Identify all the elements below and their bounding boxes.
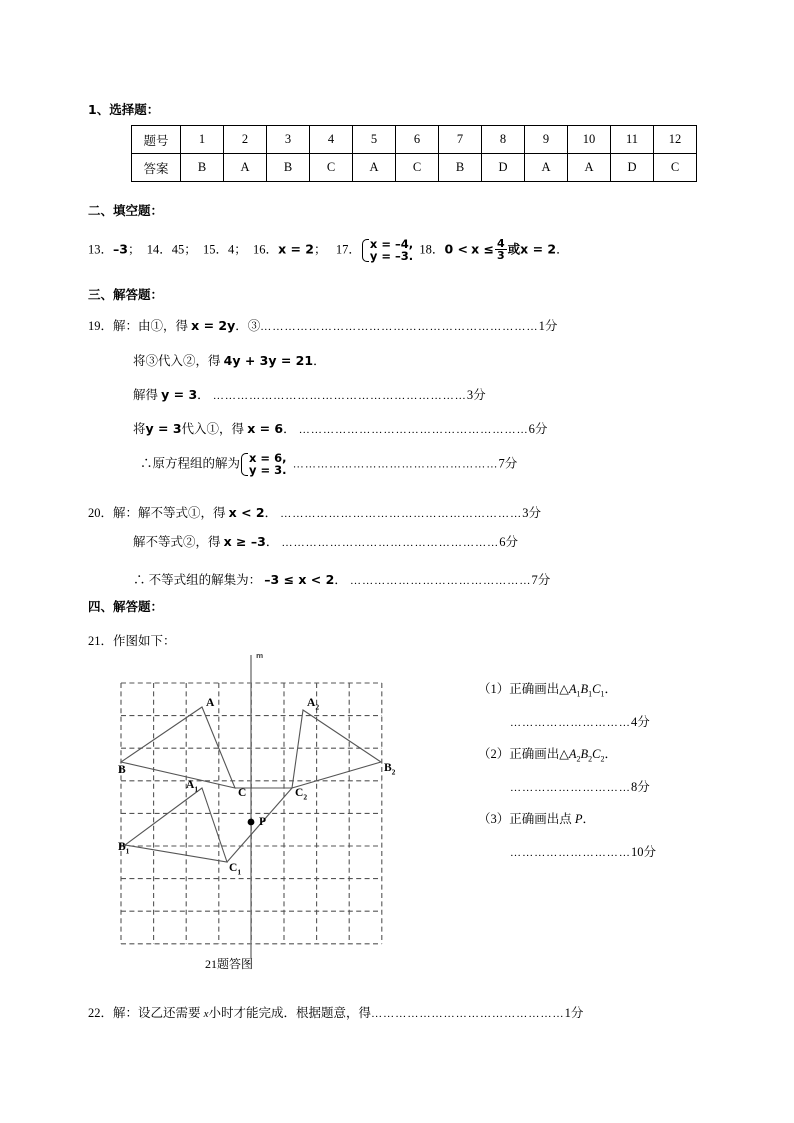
q21-note-2-a-sub: 2 <box>576 754 581 764</box>
q20-line-2 <box>133 532 518 550</box>
answer-table <box>131 125 697 182</box>
table-cell-number: 1 <box>181 126 224 154</box>
q15-number: 15． <box>203 242 229 257</box>
q21-score-3-leader: ………………………… <box>510 847 631 859</box>
q19-l4-mid: 代入①，得 <box>181 422 245 436</box>
table-cell-answer: D <box>611 154 654 182</box>
q20-number: 20． <box>88 506 114 520</box>
q22-score: 1分 <box>564 1006 584 1020</box>
q19-l3-score: 3分 <box>466 388 486 402</box>
q19-l4-prefix: 将 <box>133 422 146 436</box>
figure-caption: 21题答图 <box>205 957 254 971</box>
q17-eq2: y = –3. <box>369 249 414 264</box>
table-row-numbers <box>132 126 697 154</box>
axis-label-m: m <box>256 652 264 660</box>
q19-l5-text: ∴原方程组的解为 <box>140 456 241 471</box>
q22-number: 22． <box>88 1006 114 1020</box>
q21-note-1-text: （1）正确画出△ <box>478 682 569 696</box>
table-cell-number: 5 <box>353 126 396 154</box>
q19-l1-suffix: ．③ <box>235 319 261 333</box>
q21-note-2-tail: ． <box>604 747 618 761</box>
q19-l4-score: 6分 <box>528 422 548 436</box>
q19-solution-y: y = 3. <box>249 463 287 478</box>
figure-label-a1: $A_1$ <box>186 779 199 794</box>
table-cell-number: 7 <box>439 126 482 154</box>
table-cell-number: 10 <box>568 126 611 154</box>
table-cell-answer: C <box>310 154 353 182</box>
q20-l2-text: 解不等式②，得 <box>133 535 221 549</box>
q16-separator: ； <box>314 242 327 257</box>
q18-or: 或 <box>507 241 521 257</box>
q13-value: –3 <box>113 241 128 257</box>
q19-l5-score: 7分 <box>498 456 518 471</box>
q20-l3-suffix: ． <box>334 573 347 587</box>
figure-label-a: A <box>206 697 215 709</box>
q17-system <box>361 238 413 263</box>
q20-l3-leader: ……………………………………… <box>349 575 532 587</box>
q21-note-1-c: C <box>592 682 601 696</box>
q20-l1-leader: …………………………………………………… <box>280 508 523 520</box>
q18-period: ． <box>556 242 569 257</box>
q19-line-5 <box>140 452 517 477</box>
q20-l1-inequality: x < 2 <box>228 505 265 520</box>
section-heading-solutions-2: 四、解答题： <box>88 599 164 614</box>
q20-line-3 <box>133 570 550 588</box>
q15-value: 4 <box>228 242 235 257</box>
q20-l3-score: 7分 <box>531 573 551 587</box>
q19-l4-equation-2: x = 6 <box>247 421 284 436</box>
q21-note-2-text: （2）正确画出△ <box>478 747 569 761</box>
q20-l2-leader: ……………………………………………… <box>281 537 500 549</box>
q21-note-3 <box>478 809 595 827</box>
table-cell-answer: B <box>181 154 224 182</box>
q19-l2-suffix: ． <box>313 354 326 368</box>
q19-solution-x: x = 6, <box>249 451 287 465</box>
q21-note-3-tail: ． <box>582 812 596 826</box>
table-cell-number: 11 <box>611 126 654 154</box>
q21-note-1-tail: ． <box>604 682 618 696</box>
q19-l5-leader: …………………………………………… <box>292 458 499 471</box>
q18-alt: x = 2 <box>520 241 557 257</box>
table-cell-number: 12 <box>654 126 697 154</box>
table-cell-answer: A <box>224 154 267 182</box>
q17-eq1: x = –4, <box>369 237 414 251</box>
q21-note-2-c-sub: 2 <box>600 754 605 764</box>
q21-note-2-b: B <box>580 747 589 761</box>
table-cell-number: 3 <box>267 126 310 154</box>
figure-label-b2: $B_2$ <box>384 762 396 777</box>
q16-value: x = 2 <box>278 241 314 257</box>
figure-label-a2: $A_2$ <box>307 697 320 712</box>
q14-separator: ； <box>184 242 197 257</box>
q19-line-2 <box>133 351 326 369</box>
q22-text-mid: 小时才能完成．根据题意，得 <box>208 1006 372 1020</box>
q21-note-1 <box>478 679 617 699</box>
q13-separator: ； <box>127 242 141 257</box>
q21-note-1-b-sub: 1 <box>588 689 593 699</box>
q14-number: 14． <box>146 242 172 257</box>
table-header-question-no: 题号 <box>132 126 181 154</box>
q19-l4-leader: ………………………………………………… <box>298 424 529 436</box>
q20-l1-text: 解：解不等式①，得 <box>113 506 226 520</box>
q20-l1-score: 3分 <box>522 506 541 520</box>
q19-l1-text: 解：由①，得 <box>113 319 189 333</box>
geometry-figure <box>0 640 794 980</box>
q16-number: 16． <box>253 242 279 257</box>
q19-line-1 <box>88 316 557 334</box>
fill-blank-answers-row <box>88 238 569 263</box>
q20-l2-inequality: x ≥ –3 <box>223 534 266 549</box>
table-cell-number: 9 <box>525 126 568 154</box>
figure-label-c: C <box>238 787 247 799</box>
q21-score-3-value: 10分 <box>631 845 657 859</box>
table-cell-answer: C <box>654 154 697 182</box>
q21-note-1-c-sub: 1 <box>600 689 605 699</box>
q21-note-1-a-sub: 1 <box>576 689 581 699</box>
table-cell-answer: B <box>439 154 482 182</box>
q20-l3-text: ∴ 不等式组的解集为： <box>133 573 262 587</box>
q19-solution-system <box>240 452 287 477</box>
figure-points <box>248 819 255 826</box>
q18-var: x ≤ <box>471 241 494 257</box>
q21-score-2-leader: ………………………… <box>510 782 631 794</box>
q15-separator: ； <box>234 242 247 257</box>
table-cell-answer: A <box>353 154 396 182</box>
q19-l3-suffix: ． <box>197 388 210 402</box>
q21-note-1-a: A <box>568 682 577 696</box>
table-cell-answer: D <box>482 154 525 182</box>
q19-l3-leader: ……………………………………………………… <box>212 390 467 402</box>
q21-score-1 <box>510 712 650 730</box>
q22-leader: ………………………………………… <box>371 1008 565 1020</box>
q19-l1-leader: …………………………………………………………… <box>260 321 539 333</box>
q22-text-pre: 解：设乙还需要 <box>113 1006 201 1020</box>
q21-note-2-b-sub: 2 <box>588 754 593 764</box>
q21-score-2 <box>510 777 650 795</box>
q19-number: 19． <box>88 319 114 333</box>
figure-label-b: B <box>118 764 126 776</box>
table-row-answers <box>132 154 697 182</box>
q20-l3-solution-set: –3 ≤ x < 2 <box>264 572 335 587</box>
section-heading-fill-blank: 二、填空题： <box>88 203 164 218</box>
q19-l2-text: 将③代入②，得 <box>133 354 221 368</box>
figure-label-b1: $B_1$ <box>118 841 130 856</box>
q21-number: 21． <box>88 634 114 648</box>
q18-lower: 0 < <box>444 241 468 257</box>
q21-score-3 <box>510 842 656 860</box>
q19-l2-equation: 4y + 3y = 21 <box>223 353 314 368</box>
q20-l1-suffix: ． <box>264 506 278 520</box>
table-cell-number: 4 <box>310 126 353 154</box>
q19-l4-equation-1: y = 3 <box>145 421 182 436</box>
q21-note-2-c: C <box>592 747 601 761</box>
figure-label-c2: $C_2$ <box>295 787 308 802</box>
q18-fraction-denominator: 3 <box>496 248 505 262</box>
q22-variable: x <box>203 1008 209 1020</box>
q19-l1-equation: x = 2y <box>191 318 236 333</box>
q21-score-2-value: 8分 <box>631 780 650 794</box>
q17-number: 17． <box>335 242 361 257</box>
q19-line-3 <box>133 385 486 403</box>
q21-note-3-text: （3）正确画出点 <box>478 812 572 826</box>
q21-text: 作图如下： <box>113 634 176 648</box>
figure-label-p: P <box>259 816 267 828</box>
q20-l2-score: 6分 <box>499 535 519 549</box>
q19-l4-suffix: ． <box>283 422 296 436</box>
table-cell-answer: A <box>525 154 568 182</box>
table-cell-number: 8 <box>482 126 525 154</box>
q18-number: 18． <box>419 242 445 257</box>
q13-number: 13． <box>88 242 114 257</box>
table-cell-answer: A <box>568 154 611 182</box>
q22-line <box>88 1003 583 1021</box>
q18-fraction <box>495 238 507 261</box>
q18-fraction-numerator: 4 <box>496 236 505 250</box>
q21-note-2 <box>478 744 617 764</box>
q20-line-1 <box>88 503 541 521</box>
q19-l3-equation: y = 3 <box>161 387 198 402</box>
q19-line-4 <box>133 419 547 437</box>
section-heading-solutions: 三、解答题： <box>88 287 164 302</box>
q19-l3-text: 解得 <box>133 388 159 402</box>
q21-note-3-point: P <box>574 812 583 826</box>
table-cell-answer: B <box>267 154 310 182</box>
q21-score-1-value: 4分 <box>631 715 650 729</box>
table-header-answer: 答案 <box>132 154 181 182</box>
q21-score-1-leader: ………………………… <box>510 717 631 729</box>
q20-l2-suffix: ． <box>265 535 279 549</box>
q19-l1-score: 1分 <box>538 319 558 333</box>
table-cell-number: 6 <box>396 126 439 154</box>
table-cell-answer: C <box>396 154 439 182</box>
figure-label-c1: $C_1$ <box>229 862 242 877</box>
q21-note-2-a: A <box>568 747 577 761</box>
q21-note-1-b: B <box>580 682 589 696</box>
table-cell-number: 2 <box>224 126 267 154</box>
section-heading-choice: 1、选择题： <box>88 102 160 117</box>
q14-value: 45 <box>171 242 185 257</box>
